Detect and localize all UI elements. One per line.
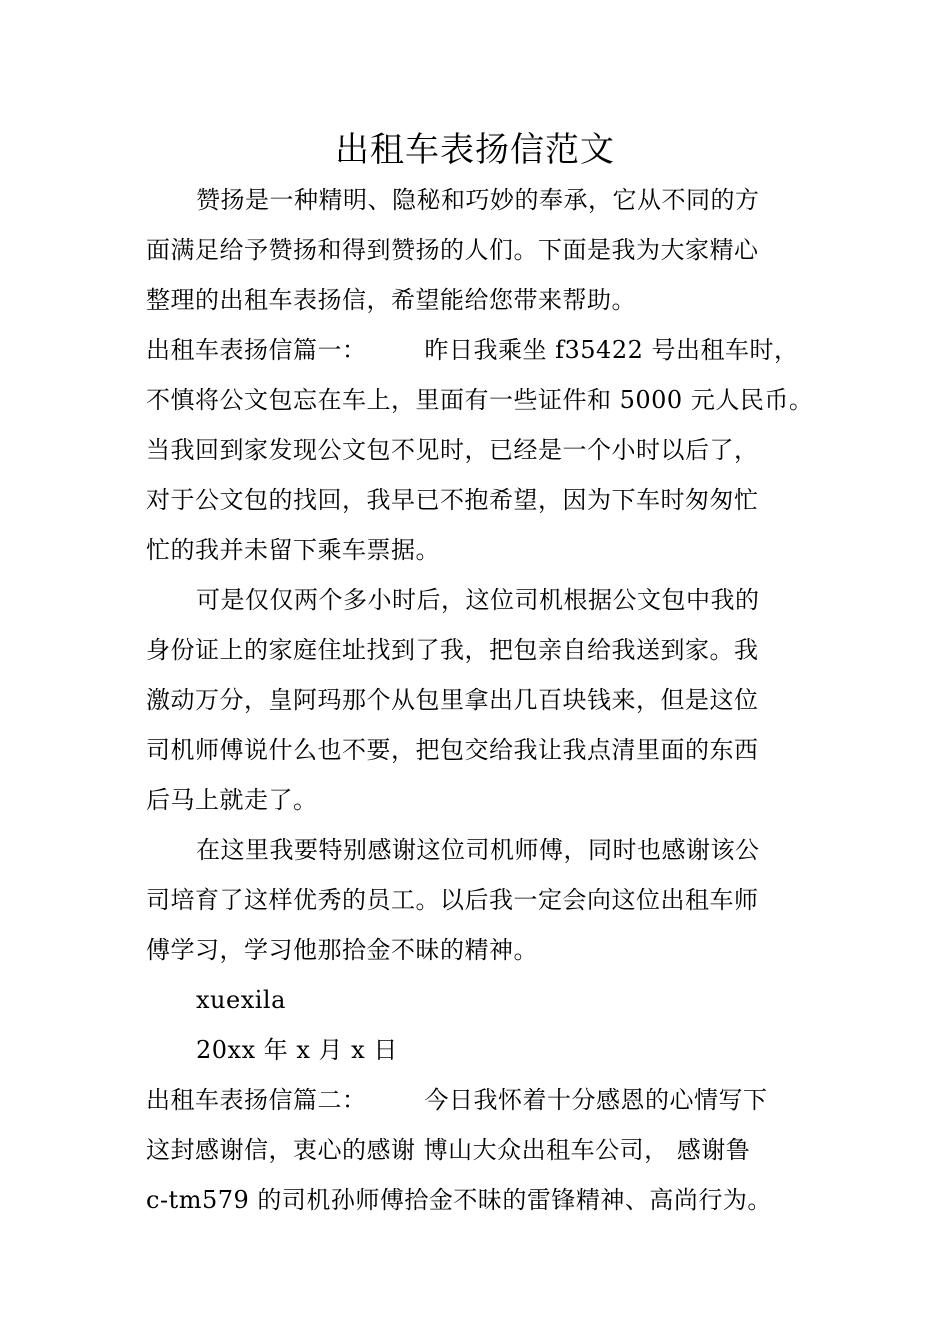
paragraph-line: 司培育了这样优秀的员工。以后我一定会向这位出租车师 [146, 886, 759, 914]
signature-name: xuexila [196, 986, 286, 1014]
section-heading-two: 出租车表扬信篇二： [146, 1086, 367, 1114]
paragraph-line: c-tm579 的司机孙师傅拾金不昧的雷锋精神、高尚行为。 [146, 1186, 772, 1214]
paragraph-line: 身份证上的家庭住址找到了我，把包亲自给我送到家。我 [146, 636, 759, 664]
section-heading-one: 出租车表扬信篇一： [146, 336, 367, 364]
paragraph-line: 可是仅仅两个多小时后，这位司机根据公文包中我的 [196, 586, 760, 614]
paragraph-line: 今日我怀着十分感恩的心情写下 [424, 1086, 768, 1114]
paragraph-line: 这封感谢信，衷心的感谢 博山大众出租车公司， 感谢鲁 [146, 1136, 751, 1164]
paragraph-line: 面满足给予赞扬和得到赞扬的人们。下面是我为大家精心 [146, 236, 759, 264]
paragraph-line: 激动万分，皇阿玛那个从包里拿出几百块钱来，但是这位 [146, 686, 759, 714]
paragraph-line: 当我回到家发现公文包不见时，已经是一个小时以后了， [146, 436, 759, 464]
paragraph-line: 整理的出租车表扬信，希望能给您带来帮助。 [146, 286, 636, 314]
paragraph-line: 对于公文包的找回，我早已不抱希望，因为下车时匆匆忙 [146, 486, 759, 514]
document-title: 出租车表扬信范文 [335, 130, 615, 170]
paragraph-line: 昨日我乘坐 f35422 号出租车时， [424, 336, 799, 364]
paragraph-line: 司机师傅说什么也不要，把包交给我让我点清里面的东西 [146, 736, 759, 764]
paragraph-line: 后马上就走了。 [146, 786, 318, 814]
section-heading-line [146, 335, 799, 365]
paragraph-line: 忙的我并未留下乘车票据。 [146, 536, 440, 564]
signature-date: 20xx 年 x 月 x 日 [196, 1036, 398, 1064]
paragraph-line: 赞扬是一种精明、隐秘和巧妙的奉承，它从不同的方 [196, 186, 760, 214]
paragraph-line: 傅学习，学习他那拾金不昧的精神。 [146, 936, 538, 964]
paragraph-line: 不慎将公文包忘在车上，里面有一些证件和 5000 元人民币。 [146, 386, 814, 414]
section-heading-line [146, 1085, 768, 1115]
paragraph-line: 在这里我要特别感谢这位司机师傅，同时也感谢该公 [196, 836, 760, 864]
